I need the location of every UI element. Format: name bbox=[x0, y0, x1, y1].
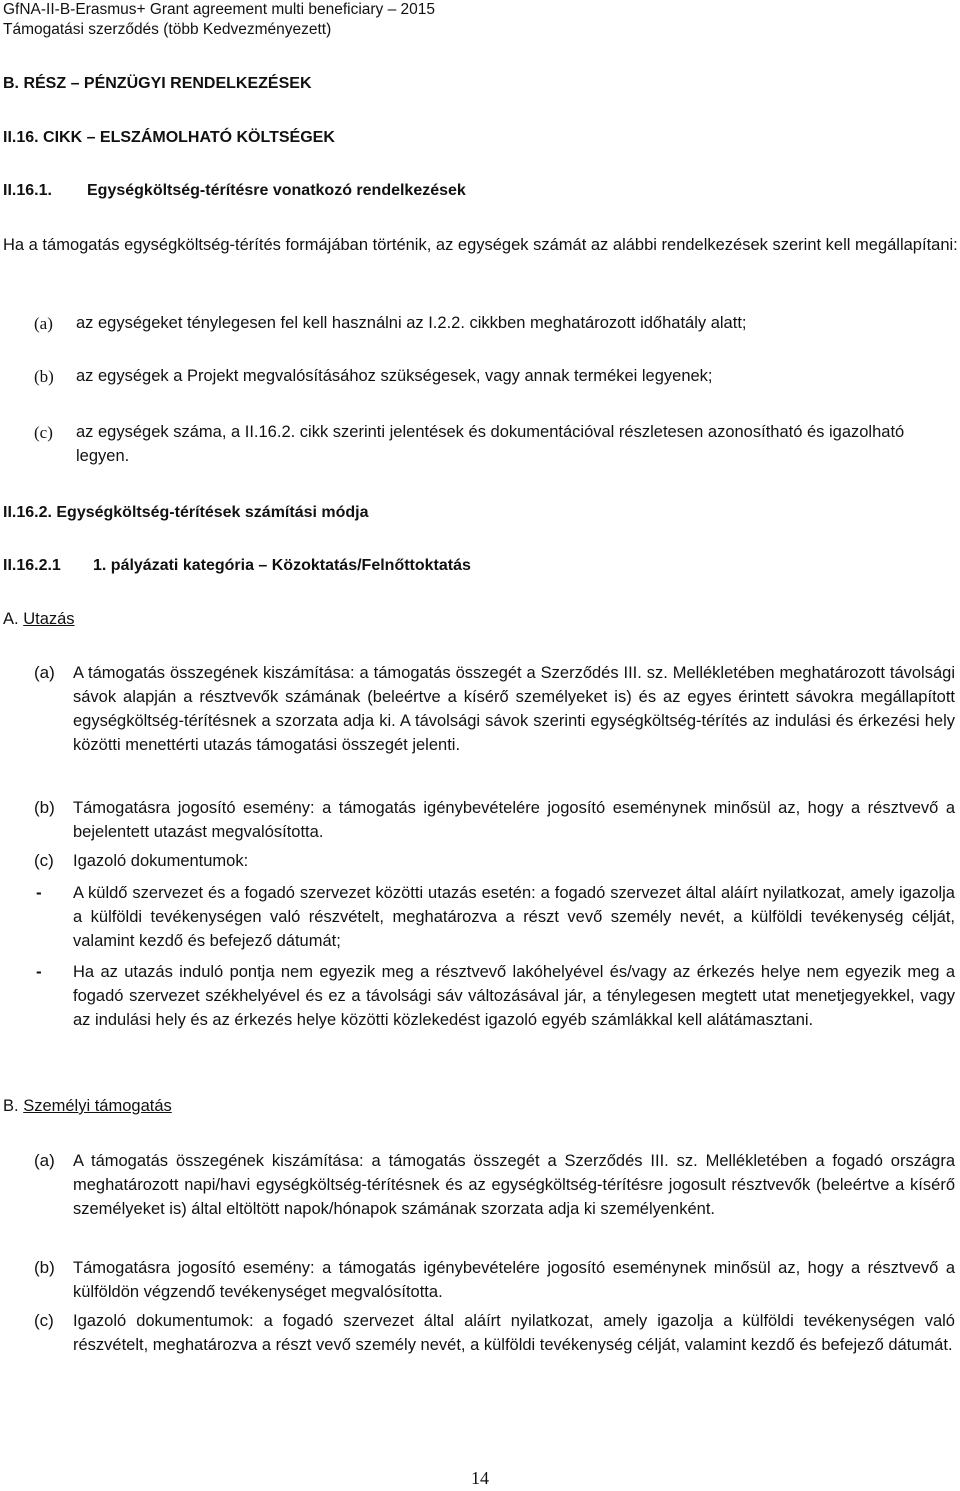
s1-item-a-label: (a) bbox=[34, 314, 53, 333]
b-item-b-text: Támogatásra jogosító esemény: a támogatás igénybevételére jogosító eseménynek minősül az, hogy a résztvevő a külföldön végzendő tevékenységet megvalósította. bbox=[73, 1259, 955, 1301]
section-1-number: II.16.1. bbox=[3, 182, 52, 199]
header-line-2: Támogatási szerződés (több Kedvezményezett) bbox=[3, 21, 332, 38]
a-dash-1-label: - bbox=[36, 883, 42, 902]
a-item-a-text: A támogatás összegének kiszámítása: a támogatás összegét a Szerződés III. sz. Mellékletében meghatározott távolsági sávok alapján a résztvevők számának (beleértve a kísérő személyeket is) és az egyes érintett sávokra megállapított egységköltség-térítésnek a szorzata adja ki. A távolsági sávok szerinti egységköltség-térítés az indulási és érkezési hely közötti menettérti utazás támogatási összegét jelenti. bbox=[73, 664, 955, 754]
a-item-c-text: Igazoló dokumentumok: bbox=[73, 852, 249, 870]
part-title: B. RÉSZ – PÉNZÜGYI RENDELKEZÉSEK bbox=[3, 75, 312, 92]
b-item-a-label: (a) bbox=[34, 1151, 55, 1170]
page-number: 14 bbox=[471, 1468, 489, 1488]
part-a-heading bbox=[3, 608, 75, 630]
part-b-title: Személyi támogatás bbox=[23, 1097, 172, 1115]
a-dash-2-label: - bbox=[36, 962, 42, 981]
part-b-heading bbox=[3, 1095, 172, 1117]
s1-item-b-text: az egységek a Projekt megvalósításához szükségesek, vagy annak termékei legyenek; bbox=[76, 367, 713, 385]
section-1-intro: Ha a támogatás egységköltség-térítés formájában történik, az egységek számát az alábbi rendelkezések szerint kell megállapítani: bbox=[3, 236, 958, 254]
part-a-letter: A. bbox=[3, 610, 19, 628]
a-item-b-label: (b) bbox=[34, 798, 55, 817]
b-item-c-text: Igazoló dokumentumok: a fogadó szervezet által aláírt nyilatkozat, amely igazolja a külföldi tevékenységen való részvételt, meghatározva a részt vevő személy nevét, a külföldi tevékenység célját, valamint kezdő és befejező dátumát. bbox=[73, 1312, 955, 1354]
section-2-title: II.16.2. Egységköltség-térítések számítási módja bbox=[3, 504, 369, 521]
a-item-b-text: Támogatásra jogosító esemény: a támogatás igénybevételére jogosító eseménynek minősül az, hogy a résztvevő a bejelentett utazást megvalósította. bbox=[73, 799, 955, 841]
s1-item-c-text: az egységek száma, a II.16.2. cikk szerinti jelentések és dokumentációval részletesen azonosítható és igazolható legyen. bbox=[76, 423, 905, 465]
section-2-1-title: 1. pályázati kategória – Közoktatás/Felnőttoktatás bbox=[93, 557, 471, 574]
a-item-c-label: (c) bbox=[34, 851, 54, 870]
article-title: II.16. CIKK – ELSZÁMOLHATÓ KÖLTSÉGEK bbox=[3, 129, 335, 146]
b-item-c-label: (c) bbox=[34, 1311, 54, 1330]
a-dash-2-text: Ha az utazás induló pontja nem egyezik meg a résztvevő lakóhelyével és/vagy az érkezés helye nem egyezik meg a fogadó szervezet székhelyével és ez a távolsági sáv változásával jár, a ténylegesen megtett utat menetjegyekkel, vagy az indulási hely és az érkezés helye közötti közlekedést igazoló egyéb számlákkal kell alátámasztani. bbox=[73, 963, 955, 1029]
part-b-letter: B. bbox=[3, 1097, 19, 1115]
s1-item-b-label: (b) bbox=[34, 367, 54, 386]
s1-item-c-label: (c) bbox=[34, 423, 53, 442]
part-a-title: Utazás bbox=[23, 610, 75, 628]
s1-item-a-text: az egységeket ténylegesen fel kell használni az I.2.2. cikkben meghatározott időhatály alatt; bbox=[76, 314, 747, 332]
b-item-a-text: A támogatás összegének kiszámítása: a támogatás összegét a Szerződés III. sz. Mellékletében a fogadó országra meghatározott napi/havi egységköltség-térítésnek és az egységköltség-térítésre jogosult résztvevők (beleértve a kísérő személyeket is) által eltöltött napok/hónapok számának szorzata adja ki személyenként. bbox=[73, 1152, 955, 1218]
a-item-a-label: (a) bbox=[34, 663, 55, 682]
a-dash-1-text: A küldő szervezet és a fogadó szervezet közötti utazás esetén: a fogadó szervezet által aláírt nyilatkozat, amely igazolja a külföldi tevékenységen való részvételt, meghatározva a részt vevő személy nevét, a külföldi tevékenység célját, valamint kezdő és befejező dátumát; bbox=[73, 884, 955, 950]
b-item-b-label: (b) bbox=[34, 1258, 55, 1277]
section-1-title: Egységköltség-térítésre vonatkozó rendelkezések bbox=[87, 182, 466, 199]
section-2-1-number: II.16.2.1 bbox=[3, 557, 61, 574]
header-line-1: GfNA-II-B-Erasmus+ Grant agreement multi beneficiary – 2015 bbox=[3, 1, 436, 18]
